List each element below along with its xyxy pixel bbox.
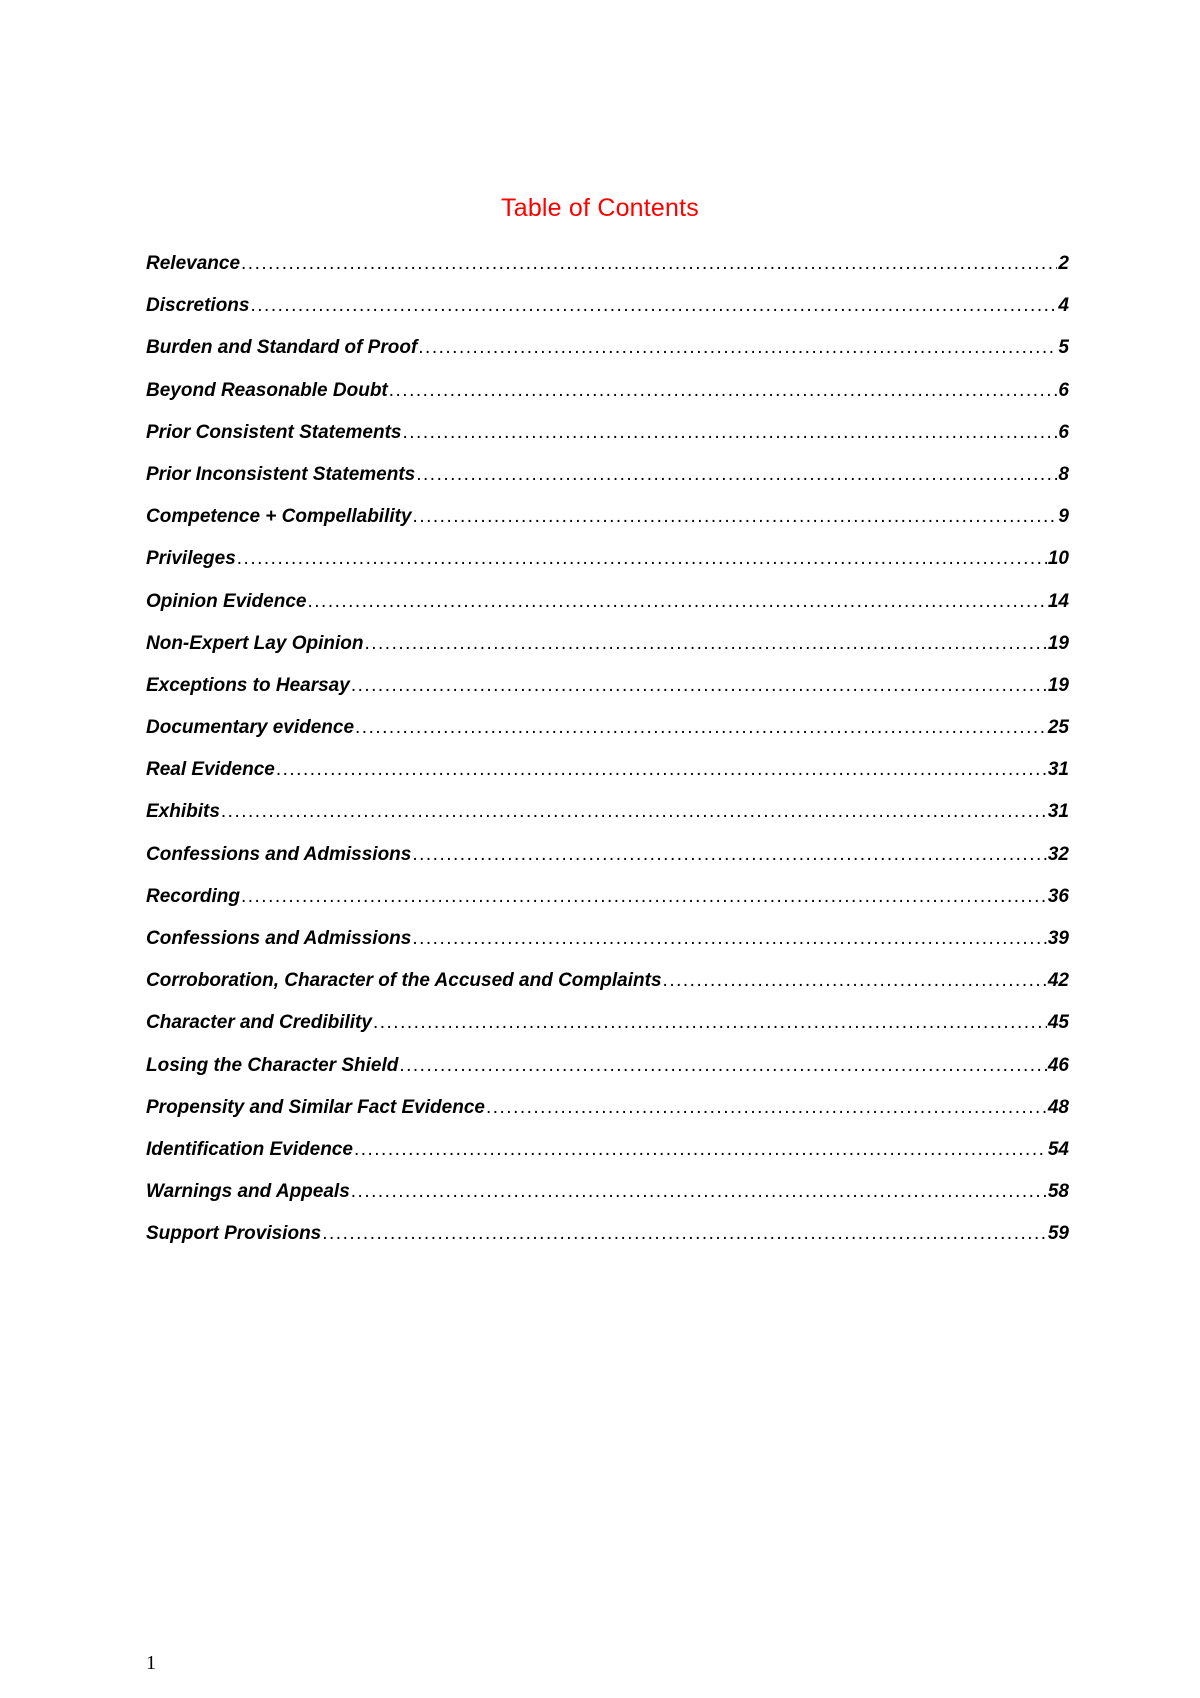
toc-entry-title: Beyond Reasonable Doubt [146, 379, 388, 401]
toc-entry-title: Character and Credibility [146, 1012, 372, 1034]
toc-entry[interactable] [146, 1223, 1069, 1265]
toc-entry-page-number: 32 [1047, 843, 1069, 865]
toc-entry-page-number: 48 [1047, 1096, 1069, 1118]
toc-dot-leader [364, 633, 1046, 655]
toc-dot-leader [416, 464, 1057, 486]
toc-entry[interactable] [146, 253, 1069, 295]
toc-entry-title: Losing the Character Shield [146, 1054, 399, 1076]
toc-dot-leader [412, 844, 1047, 866]
toc-entry-title: Discretions [146, 295, 250, 317]
toc-dot-leader [351, 675, 1047, 697]
toc-entry-page-number: 6 [1058, 421, 1069, 443]
toc-entry[interactable] [146, 380, 1069, 422]
toc-entry-page-number: 42 [1047, 970, 1069, 992]
toc-entry-page-number: 54 [1047, 1138, 1069, 1160]
toc-entry[interactable] [146, 337, 1069, 379]
toc-entry[interactable] [146, 548, 1069, 590]
toc-entry-title: Support Provisions [146, 1223, 322, 1245]
toc-entry-title: Propensity and Similar Fact Evidence [146, 1096, 485, 1118]
toc-entry-title: Privileges [146, 548, 236, 570]
toc-entry-title: Competence + Compellability [146, 506, 412, 528]
toc-entry[interactable] [146, 1181, 1069, 1223]
toc-entry-title: Opinion Evidence [146, 590, 307, 612]
toc-entry-title: Prior Inconsistent Statements [146, 463, 416, 485]
toc-entry-title: Documentary evidence [146, 717, 355, 739]
toc-entry-page-number: 31 [1047, 759, 1069, 781]
toc-entry-page-number: 2 [1058, 253, 1069, 274]
toc-entry-page-number: 59 [1047, 1223, 1069, 1245]
toc-entry[interactable] [146, 759, 1069, 801]
toc-list [146, 253, 1069, 1266]
toc-dot-leader [250, 295, 1057, 317]
toc-dot-leader [221, 801, 1047, 823]
toc-dot-leader [418, 337, 1057, 359]
toc-entry[interactable] [146, 1012, 1069, 1054]
toc-entry-title: Confessions and Admissions [146, 928, 412, 949]
toc-dot-leader [322, 1223, 1047, 1245]
toc-dot-leader [241, 886, 1047, 908]
toc-entry[interactable] [146, 295, 1069, 337]
toc-entry[interactable] [146, 1139, 1069, 1181]
toc-dot-leader [351, 1181, 1047, 1203]
toc-dot-leader [237, 548, 1047, 570]
toc-dot-leader [663, 970, 1047, 992]
toc-entry-title: Warnings and Appeals [146, 1181, 350, 1203]
toc-entry[interactable] [146, 464, 1069, 506]
toc-entry-title: Relevance [146, 253, 241, 274]
toc-entry[interactable] [146, 801, 1069, 843]
toc-entry[interactable] [146, 970, 1069, 1012]
toc-entry-page-number: 19 [1047, 674, 1069, 696]
toc-dot-leader [389, 380, 1058, 402]
toc-entry-page-number: 14 [1047, 590, 1069, 612]
toc-entry-title: Confessions and Admissions [146, 843, 412, 865]
toc-entry[interactable] [146, 675, 1069, 717]
toc-dot-leader [413, 506, 1058, 528]
toc-dot-leader [399, 1055, 1047, 1077]
toc-entry[interactable] [146, 506, 1069, 548]
toc-dot-leader [307, 591, 1046, 613]
toc-entry[interactable] [146, 844, 1069, 886]
toc-dot-leader [355, 717, 1047, 739]
toc-entry-page-number: 31 [1047, 801, 1069, 823]
toc-dot-leader [403, 422, 1058, 444]
toc-entry-page-number: 39 [1047, 928, 1069, 949]
toc-entry-page-number: 9 [1058, 506, 1069, 528]
toc-entry-page-number: 45 [1047, 1012, 1069, 1034]
toc-dot-leader [486, 1097, 1047, 1119]
toc-entry-title: Burden and Standard of Proof [146, 337, 418, 359]
toc-entry-page-number: 36 [1047, 885, 1069, 907]
toc-entry-title: Real Evidence [146, 759, 275, 781]
toc-entry-title: Identification Evidence [146, 1138, 353, 1160]
toc-entry-title: Recording [146, 885, 240, 907]
toc-dot-leader [412, 928, 1047, 950]
toc-entry-page-number: 4 [1058, 295, 1069, 317]
toc-entry-title: Exhibits [146, 801, 220, 823]
toc-entry-page-number: 19 [1047, 632, 1069, 654]
toc-entry[interactable] [146, 717, 1069, 759]
toc-entry[interactable] [146, 633, 1069, 675]
toc-entry-title: Prior Consistent Statements [146, 421, 402, 443]
toc-entry[interactable] [146, 591, 1069, 633]
toc-entry-page-number: 6 [1058, 379, 1069, 401]
toc-entry-title: Corroboration, Character of the Accused and Complaints [146, 970, 662, 992]
toc-entry-page-number: 46 [1047, 1054, 1069, 1076]
toc-entry-title: Exceptions to Hearsay [146, 674, 350, 696]
toc-dot-leader [241, 253, 1057, 275]
toc-entry[interactable] [146, 1055, 1069, 1097]
toc-entry-page-number: 25 [1047, 717, 1069, 739]
page-number: 1 [146, 1652, 156, 1674]
toc-entry-page-number: 8 [1058, 463, 1069, 485]
toc-dot-leader [276, 759, 1047, 781]
toc-entry[interactable] [146, 928, 1069, 970]
toc-entry-page-number: 58 [1047, 1181, 1069, 1203]
toc-entry[interactable] [146, 886, 1069, 928]
toc-entry-page-number: 5 [1058, 337, 1069, 359]
toc-dot-leader [354, 1139, 1047, 1161]
toc-entry-title: Non-Expert Lay Opinion [146, 632, 364, 654]
toc-entry[interactable] [146, 1097, 1069, 1139]
toc-dot-leader [373, 1012, 1047, 1034]
toc-entry[interactable] [146, 422, 1069, 464]
toc-title: Table of Contents [501, 194, 699, 222]
toc-entry-page-number: 10 [1047, 548, 1069, 570]
